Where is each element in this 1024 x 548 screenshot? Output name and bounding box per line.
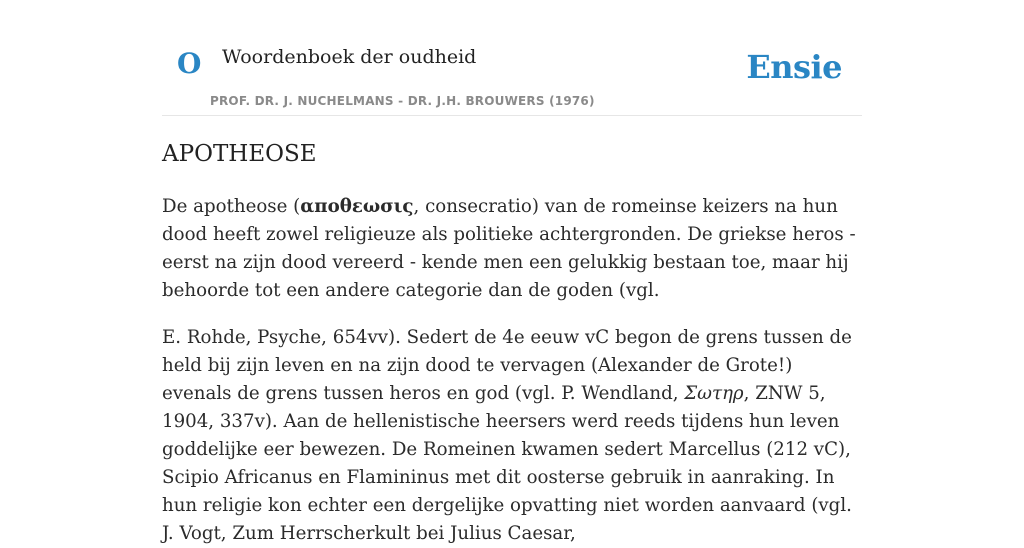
entry-title: APOTHEOSE xyxy=(162,141,317,167)
paragraph-text: , consecratio) van de romeinse keizers na hun dood heeft zowel religieuze als politieke achtergronden. De griekse heros - eerst na zijn dood vereerd - kende men een gelukkig bestaan toe, maar hij behoorde tot een andere categorie dan de goden (vgl. xyxy=(162,195,856,301)
book-title[interactable]: Woordenboek der oudheid xyxy=(222,46,477,68)
paragraph-text: De apotheose ( xyxy=(162,195,301,217)
entry-paragraph-2 xyxy=(162,324,862,548)
index-letter[interactable]: O xyxy=(177,47,202,80)
page xyxy=(162,0,862,548)
greek-term: αποθεωσις xyxy=(300,195,414,217)
greek-term: Σωτηρ xyxy=(684,382,744,404)
brand-logo[interactable]: Ensie xyxy=(746,48,842,86)
paragraph-text: , ZNW 5, 1904, 337v). Aan de hellenistische heersers werd reeds tijdens hun leven goddelijke eer bewezen. De Romeinen kwamen sedert Marcellus (212 vC), Scipio Africanus en Flamininus met dit oosterse gebruik in aanraking. In hun religie kon echter een dergelijke opvatting niet worden aanvaard (vgl. J. Vogt, Zum Herrscherkult bei Julius Caesar, xyxy=(162,382,852,544)
header xyxy=(162,0,862,116)
entry-paragraph-1 xyxy=(162,193,862,305)
paragraph-text: E. Rohde, Psyche, 654vv). Sedert de 4e eeuw vC begon de grens tussen de held bij zijn leven en na zijn dood te vervagen (Alexander de Grote!) evenals de grens tussen heros en god (vgl. P. Wendland, xyxy=(162,326,852,404)
book-authors: PROF. DR. J. NUCHELMANS - DR. J.H. BROUWERS (1976) xyxy=(210,94,595,108)
